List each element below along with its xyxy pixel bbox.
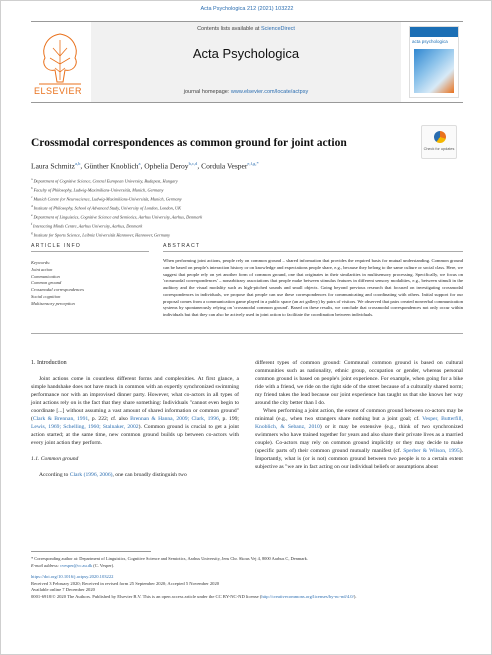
intro-paragraph-2: According to Clark (1996, 2006), one can broadly distinguish two xyxy=(39,472,187,478)
cover-artwork xyxy=(414,49,454,93)
keyword-item: Social cognition xyxy=(31,293,61,299)
article-info-rule xyxy=(31,251,149,252)
abstract-bottom-rule xyxy=(31,333,463,334)
author-affiliation-marker[interactable]: b,c,d xyxy=(188,161,198,166)
elsevier-wordmark: ELSEVIER xyxy=(34,86,83,96)
check-for-updates-label: Check for updates xyxy=(423,147,455,151)
affiliation-text: Department of Cognitive Science, Central European University, Budapest, Hungary xyxy=(33,178,178,184)
footnote-rule xyxy=(31,551,151,552)
keyword-item: Communication xyxy=(31,273,60,279)
corresponding-author-footnote: * Corresponding author at: Department of Linguistics, Cognitive Science and Semiotics, Aarhus University, Jens Chr. Skous Vej 4, 8000 Aarhus C, Denmark. E-mail address: cvesper@cc.au.dk (C. Vesper). xyxy=(31,556,308,568)
right-paragraph-2: When performing a joint action, the extent of common ground between co-actors may be minimal (e.g., when two strangers share nothing but a joint goal; cf. Vesper, Butterfill, Knoblich, & Sebanz, 2010) or it may be extensive (e.g., think of two synchronized swimmers who have trained together for years and also share their private lives as a married couple). Co-actors may rely on common ground implicitly or they may decide to make (specific parts of) their common ground mutually manifest (cf. Sperber & Wilson, 1995). Importantly, what is (or is not) common ground between two people is to a certain extent subjective as "we are in fact acting on our individual beliefs or assumptions about xyxy=(255,408,463,470)
available-online: Available online 7 December 2020 xyxy=(31,587,95,593)
spacer xyxy=(31,447,239,455)
homepage-prefix: journal homepage: xyxy=(183,89,231,95)
check-for-updates-icon xyxy=(434,131,446,143)
citation-link[interactable]: Lewis, 1969; Schelling, 1960; Stalnaker, 2002 xyxy=(31,424,139,430)
homepage-line xyxy=(91,89,401,95)
affiliation-marker: e xyxy=(31,213,34,218)
journal-cover-image xyxy=(409,26,459,98)
right-paragraph-1: different types of common ground: Communal common ground is based on cultural communities such as nationality, ethnic group, occupation or gender, whereas personal common ground is based on people's joint experience. For example, when going for a bike ride with a friend, we ride on the right side of the street because of a culturally shared norm; my friend takes the lead because our joint experience has taught us that she knows her way around the city better than I do. xyxy=(255,360,463,406)
contents-prefix: Contents lists available at xyxy=(197,26,261,32)
affiliation-item xyxy=(31,230,471,239)
affiliation-text: Department of Linguistics, Cognitive Science and Semiotics, Aarhus University, Aarhus, Denmark xyxy=(33,214,203,220)
affiliation-text: Interacting Minds Centre, Aarhus University, Aarhus, Denmark xyxy=(33,223,143,229)
author-separator: , xyxy=(197,161,202,171)
affiliation-marker: f xyxy=(31,222,34,227)
abstract-text: When performing joint actions, people rely on common ground – shared information that provides the required basis for mutual understanding. Common ground can be based on people's interaction history or on knowledge and expectations people share, e.g., because they belong to the same culture or social class. Here, we suggest that people rely on yet another form of common ground, one that originates in their similarities in multisensory processing. Specifically, we focus on 'crossmodal correspondences' – nonarbitrary associations that people make between stimulus features in different sensory modalities, e.g., between stimuli in the auditory and the visual modality such as high-pitched sounds and small objects. Going beyond previous research that focused on investigating crossmodal correspondences in individuals, we propose that people can use these correspondences for communicating and coordinating with others. Initial support for our proposal comes from a communication game played in a public space (an art gallery) by pairs of visitors. We observed that pairs created nonverbal communication systems by spontaneously relying on 'crossmodal common ground'. Based on these results, we conclude that crossmodal correspondences not only occur within individuals but that they can also be actively used in joint action to facilitate the coordination between individuals. xyxy=(163,258,463,317)
author-affiliation-marker[interactable]: a,b xyxy=(74,161,81,166)
citation-link[interactable]: Clark & Brennan, 1991 xyxy=(32,416,89,422)
subsection-heading-common-ground: 1.1. Common ground xyxy=(31,456,79,462)
journal-title: Acta Psychologica xyxy=(192,46,300,61)
doi-link[interactable]: https://doi.org/10.1016/j.actpsy.2020.103222 xyxy=(31,574,114,579)
affiliation-marker: b xyxy=(31,186,34,191)
email-link[interactable]: cvesper@cc.au.dk xyxy=(60,563,93,568)
journal-reference[interactable]: Acta Psychologica 212 (2021) 103222 xyxy=(200,6,294,12)
keyword-list xyxy=(31,260,141,308)
cover-title: acta psychologica xyxy=(412,39,448,44)
affiliation-item xyxy=(31,221,471,230)
author-name[interactable]: Günther Knoblich xyxy=(84,161,139,171)
article-title: Crossmodal correspondences as common ground for joint action xyxy=(31,137,347,149)
elsevier-tree-logo-icon xyxy=(35,26,85,86)
citation-link[interactable]: Clark (1996, 2006) xyxy=(69,472,113,478)
article-info-heading: ARTICLE INFO xyxy=(31,243,82,249)
keywords-label: Keywords: xyxy=(31,260,51,265)
publication-info xyxy=(31,574,463,600)
intro-paragraph-1: Joint actions come in countless different forms and complexities. At first glance, a simple handshake does not have much in common with an expertly synchronized swimming performance nor with an improvised dinner party. However, what co-actors in all types of joint actions rely on is the fact that they share something: Individuals "cannot even begin to coordinate [...] without assuming a vast amount of shared information or common ground" (Clark & Brennan, 1991, p. 222; cf. also Brennan & Hanna, 2009; Clark, 1996, p. 199; Lewis, 1969; Schelling, 1960; Stalnaker, 2002). Common ground is crucial to get a joint action started; at the same time, new common ground builds up between co-actors with every joint action they perform. xyxy=(31,376,239,446)
body-left-column xyxy=(31,359,239,479)
affiliation-text: Faculty of Philosophy, Ludwig-Maximilians-Universität, Munich, Germany xyxy=(33,187,164,193)
affiliation-marker: a xyxy=(31,177,34,181)
license-statement: 0001-6918/© 2020 The Authors. Published by Elsevier B.V. This is an open access article under the CC BY-NC-ND license (http://creativecommons.org/licenses/by-nc-nd/4.0/). xyxy=(31,593,357,599)
author-name[interactable]: Laura Schmitz xyxy=(31,161,75,171)
sciencedirect-link[interactable]: ScienceDirect xyxy=(260,26,295,32)
body-right-column xyxy=(255,359,463,471)
author-affiliation-marker[interactable]: e,f,g,* xyxy=(247,161,259,166)
affiliation-item xyxy=(31,176,471,185)
journal-header xyxy=(31,21,463,103)
affiliation-item xyxy=(31,185,471,194)
affiliation-marker: d xyxy=(31,204,34,209)
journal-header-center xyxy=(91,22,401,102)
citation-link[interactable]: Sperber & Wilson, 1995 xyxy=(403,448,460,454)
keyword-item: Common ground xyxy=(31,280,62,286)
spacer xyxy=(31,463,239,471)
spacer xyxy=(31,367,239,375)
affiliation-list xyxy=(31,176,471,239)
author-affiliation-marker[interactable]: a xyxy=(138,161,141,166)
keyword-item: Joint action xyxy=(31,266,53,272)
contents-line xyxy=(91,26,401,32)
author-name[interactable]: Cordula Vesper xyxy=(201,161,248,171)
author-name[interactable]: Ophelia Deroy xyxy=(144,161,189,171)
check-for-updates-badge[interactable] xyxy=(421,125,457,159)
abstract-heading: ABSTRACT xyxy=(163,243,201,249)
cover-band xyxy=(410,27,458,37)
citation-link[interactable]: Brennan & Hanna, 2009; Clark, 1996 xyxy=(130,416,219,422)
license-link[interactable]: http://creativecommons.org/licenses/by-nc-nd/4.0/ xyxy=(261,593,354,599)
citation-link[interactable]: Vesper, Butterfill, Knoblich, & Sebanz, 2010 xyxy=(255,416,463,430)
affiliation-text: Institute for Sports Science, Leibniz Universität Hannover, Hannover, Germany xyxy=(33,232,171,238)
received-dates: Received 3 February 2020; Received in revised form 25 September 2020; Accepted 5 November 2020 xyxy=(31,580,220,586)
section-heading-introduction: 1. Introduction xyxy=(31,360,67,366)
journal-homepage-link[interactable]: www.elsevier.com/locate/actpsy xyxy=(230,89,309,95)
keyword-item: Multisensory perception xyxy=(31,300,75,306)
affiliation-text: Institute of Philosophy, School of Advanced Study, University of London, London, UK xyxy=(33,205,181,211)
author-separator: , xyxy=(80,161,85,171)
affiliation-item xyxy=(31,194,471,203)
affiliation-item xyxy=(31,203,471,212)
keyword-item: Crossmodal correspondences xyxy=(31,287,85,293)
affiliation-text: Munich Centre for Neuroscience, Ludwig-Maximilians-Universität, Munich, Germany xyxy=(33,196,182,202)
author-list xyxy=(31,161,471,171)
affiliation-marker: g xyxy=(31,231,34,236)
abstract-rule xyxy=(163,251,463,252)
affiliation-marker: c xyxy=(31,195,34,200)
affiliation-item xyxy=(31,212,471,221)
author-separator: , xyxy=(140,161,145,171)
